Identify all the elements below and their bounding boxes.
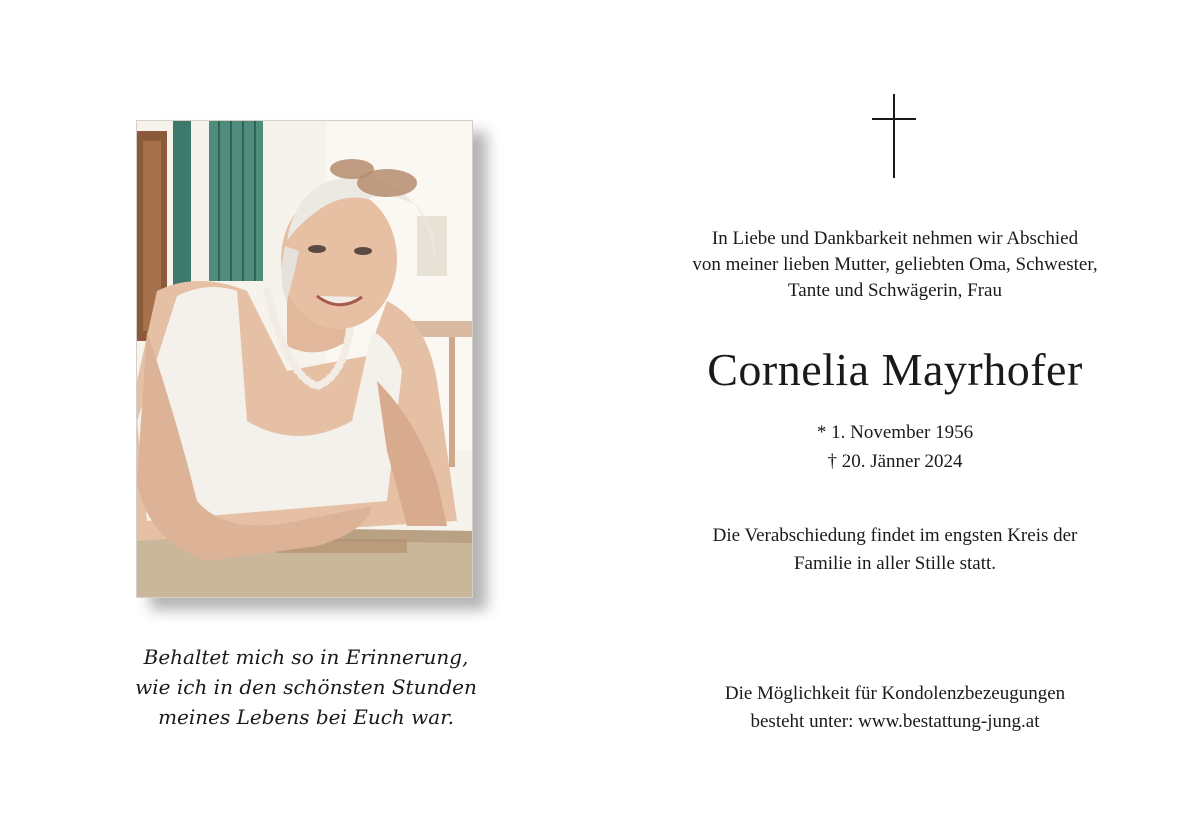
death-date: † 20. Jänner 2024	[827, 451, 963, 472]
condolence-notice	[640, 680, 1150, 736]
intro-line: Tante und Schwägerin, Frau	[788, 280, 1002, 301]
portrait-photo	[136, 120, 473, 598]
condolence-line: besteht unter: www.bestattung-jung.at	[750, 711, 1040, 732]
motto-line: meines Lebens bei Euch war.	[158, 705, 454, 729]
farewell-notice	[640, 522, 1150, 578]
life-dates	[640, 418, 1150, 476]
condolence-line: Die Möglichkeit für Kondolenzbezeugungen	[724, 683, 1066, 704]
intro-line: In Liebe und Dankbarkeit nehmen wir Abschied	[711, 228, 1079, 249]
memorial-motto	[100, 642, 512, 732]
intro-text	[640, 226, 1150, 304]
deceased-name: Cornelia Mayrhofer	[707, 344, 1083, 395]
intro-line: von meiner lieben Mutter, geliebten Oma, Schwester,	[692, 254, 1098, 275]
portrait-frame	[136, 120, 473, 598]
motto-line: Behaltet mich so in Erinnerung,	[143, 645, 469, 669]
latin-cross-icon	[872, 94, 916, 178]
motto-line: wie ich in den schönsten Stunden	[135, 675, 477, 699]
farewell-line: Die Verabschiedung findet im engsten Kreis der	[712, 525, 1078, 546]
farewell-line: Familie in aller Stille statt.	[793, 553, 997, 574]
birth-date: * 1. November 1956	[816, 422, 974, 443]
